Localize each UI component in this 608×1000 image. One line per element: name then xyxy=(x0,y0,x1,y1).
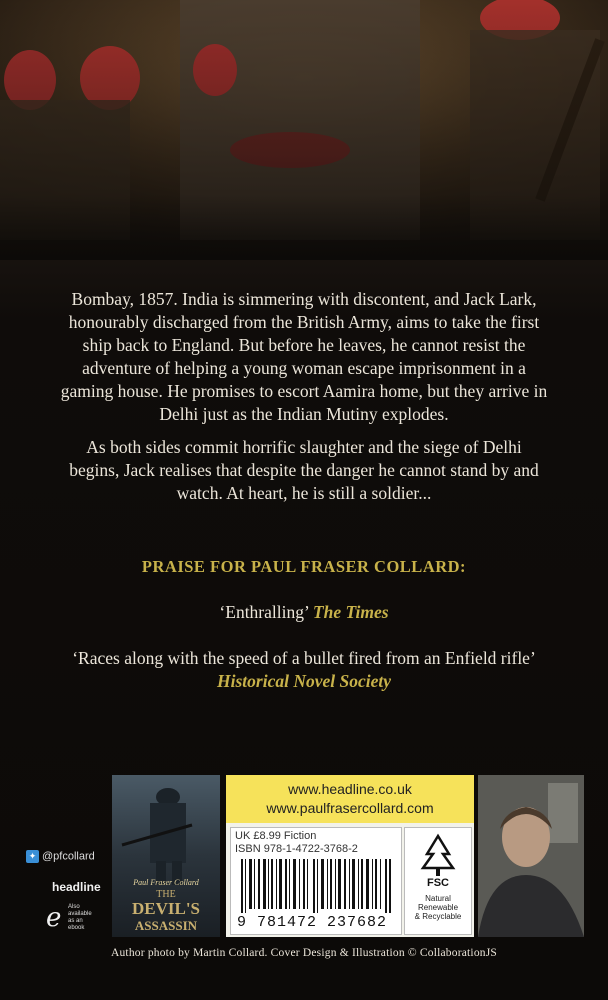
twitter-handle-text: @pfcollard xyxy=(42,850,95,863)
fsc-tree-icon xyxy=(413,832,463,888)
author-photo xyxy=(478,775,584,937)
quote-text: ‘Races along with the speed of a bullet fired from an Enfield rifle’ xyxy=(72,648,536,668)
author-portrait-icon xyxy=(478,775,584,937)
fsc-text: FSC xyxy=(427,877,449,888)
blurb-paragraph-2: As both sides commit horrific slaughter and the siege of Delhi begins, Jack realises that despite the danger he cannot stand by and watch. At heart, he is still a soldier... xyxy=(69,437,539,503)
isbn-label: ISBN 978-1-4722-3768-2 xyxy=(235,843,358,855)
url-box xyxy=(226,775,474,823)
thumb-title-line-1: THE xyxy=(156,889,176,900)
barcode-box xyxy=(230,827,402,935)
credits-line: Author photo by Martin Collard. Cover Design & Illustration © CollaborationJS xyxy=(110,947,498,959)
fsc-box xyxy=(404,827,472,935)
info-panel xyxy=(226,775,474,937)
praise-quote-1 xyxy=(60,601,548,624)
thumb-title-line-2: DEVIL'S xyxy=(131,899,201,918)
fsc-label-line-2: Renewable xyxy=(417,903,459,912)
fsc-label-line-1: Natural xyxy=(425,894,451,903)
praise-heading: PRAISE FOR PAUL FRASER COLLARD: xyxy=(141,557,467,576)
praise-quote-2 xyxy=(60,647,548,693)
ebook-line-1: Also available xyxy=(68,904,92,917)
barcode-icon xyxy=(241,859,393,913)
blurb-paragraph-1: Bombay, 1857. India is simmering with discontent, and Jack Lark, honourably discharged from the British Army, aims to take the first ship back to England. But before he leaves, he cannot resist the adventure of helping a young woman escape imprisonment in a gaming house. He promises to escort Aamira home, but they arrive in Delhi just as the Indian Mutiny explodes. xyxy=(60,289,548,424)
publisher-url[interactable]: www.headline.co.uk xyxy=(288,781,412,797)
fsc-label-line-3: & Recyclable xyxy=(414,912,462,921)
front-cover-thumbnail xyxy=(112,775,220,937)
thumb-author: Paul Fraser Collard xyxy=(133,878,199,887)
quote-source: The Times xyxy=(312,602,389,622)
publisher-logo: headline xyxy=(52,880,101,894)
quote-source: Historical Novel Society xyxy=(217,671,391,691)
fsc-label xyxy=(405,894,471,921)
ebook-line-2: as an ebook xyxy=(68,918,85,931)
price-label: UK £8.99 Fiction xyxy=(235,830,317,842)
twitter-bird-icon: ✦ xyxy=(26,850,39,863)
quote-text: ‘Enthralling’ xyxy=(219,602,309,622)
cover-illustration xyxy=(0,0,608,260)
thumb-title-line-3: ASSASSIN xyxy=(134,918,198,933)
author-url[interactable]: www.paulfrasercollard.com xyxy=(266,800,434,816)
ebook-note xyxy=(68,904,98,932)
twitter-handle[interactable] xyxy=(26,850,95,863)
svg-text:e: e xyxy=(46,903,62,932)
barcode-number: 9 781472 237682 xyxy=(237,914,388,931)
